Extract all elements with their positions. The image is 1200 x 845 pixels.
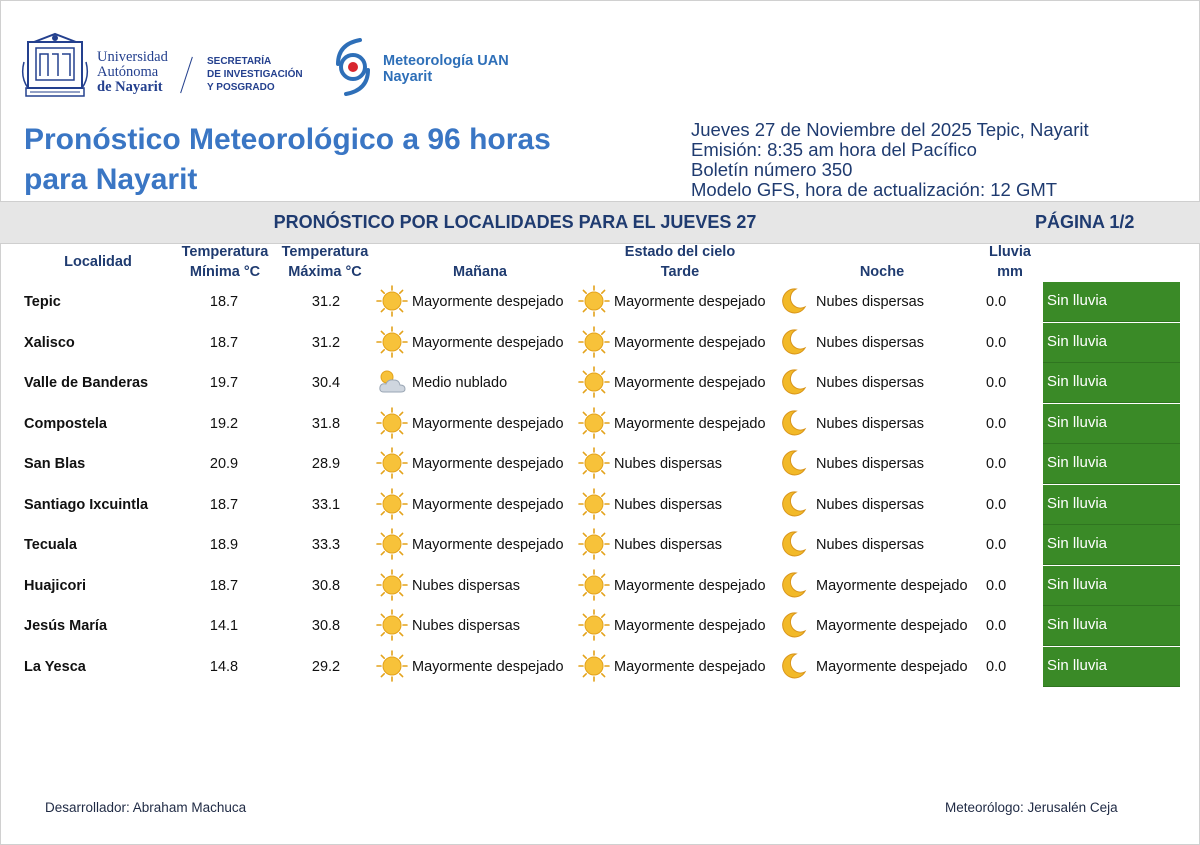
table-row: [0, 485, 1200, 525]
row-localidad: Valle de Banderas: [24, 375, 149, 391]
row-localidad: Huajicori: [24, 577, 87, 594]
row-tmin: 18.7: [209, 496, 239, 513]
rain-status-label: Sin lluvia: [1047, 373, 1108, 390]
row-tmax: 33.1: [311, 496, 341, 513]
row-morning: Mayormente despejado: [412, 334, 564, 351]
met-brand-line-1: Meteorología UAN: [383, 53, 509, 69]
sun-icon: [376, 285, 408, 317]
sun-icon: [578, 528, 610, 560]
col-tmax: [270, 242, 380, 282]
secretaria-line-2: DE INVESTIGACIÓN: [207, 69, 303, 80]
col-tmax-line-1: Temperatura: [281, 244, 369, 260]
rain-status-label: Sin lluvia: [1047, 494, 1108, 512]
row-rain-mm: 0.0: [986, 618, 1007, 634]
row-night: Mayormente despejado: [816, 658, 968, 675]
row-night: Mayormente despejado: [816, 618, 968, 634]
row-afternoon: Mayormente despejado: [614, 618, 766, 634]
row-night: Nubes dispersas: [816, 537, 924, 553]
row-tmin: 18.7: [209, 294, 239, 310]
row-afternoon: Nubes dispersas: [614, 496, 722, 513]
table-row: [0, 404, 1200, 444]
row-rain-mm: 0.0: [986, 537, 1007, 553]
row-tmin: 18.7: [209, 334, 239, 351]
row-morning: Medio nublado: [412, 375, 508, 391]
col-tmin-line-1: Temperatura: [181, 244, 269, 260]
rain-status-badge: [1043, 363, 1180, 403]
bulletin-meta: [691, 120, 1089, 200]
table-row: [0, 606, 1200, 646]
rain-status-label: Sin lluvia: [1047, 575, 1108, 593]
footer-meteorologist: Meteorólogo: Jerusalén Ceja: [945, 800, 1118, 815]
col-localidad: Localidad: [64, 254, 132, 270]
row-morning: Mayormente despejado: [412, 415, 564, 432]
moon-icon: [777, 488, 809, 520]
row-tmax: 29.2: [311, 658, 341, 675]
rain-status-badge: [1043, 444, 1180, 484]
sun-icon: [376, 488, 408, 520]
meta-date: Jueves 27 de Noviembre del 2025 Tepic, Nayarit: [691, 119, 1089, 140]
rain-status-label: Sin lluvia: [1047, 413, 1108, 431]
sun-icon: [376, 447, 408, 479]
row-rain-mm: 0.0: [986, 658, 1007, 675]
row-tmin: 18.9: [209, 537, 239, 553]
row-tmin: 20.9: [209, 456, 239, 472]
row-tmin: 19.7: [209, 375, 239, 391]
row-rain-mm: 0.0: [986, 577, 1007, 594]
row-rain-mm: 0.0: [986, 334, 1007, 351]
row-night: Nubes dispersas: [816, 496, 924, 513]
university-line-1: Universidad: [97, 49, 168, 65]
row-localidad: Santiago Ixcuintla: [24, 496, 149, 513]
row-morning: Mayormente despejado: [412, 658, 564, 675]
col-tmin-line-2: Mínima °C: [189, 264, 261, 280]
sun-icon: [578, 285, 610, 317]
row-rain-mm: 0.0: [986, 375, 1007, 391]
row-afternoon: Mayormente despejado: [614, 658, 766, 675]
row-night: Nubes dispersas: [816, 456, 924, 472]
rain-status-label: Sin lluvia: [1047, 535, 1108, 552]
row-localidad: Jesús María: [24, 618, 108, 634]
row-night: Nubes dispersas: [816, 375, 924, 391]
row-tmax: 31.2: [311, 334, 341, 351]
row-afternoon: Mayormente despejado: [614, 375, 766, 391]
table-row: [0, 444, 1200, 484]
rain-status-label: Sin lluvia: [1047, 292, 1108, 309]
cloud-sun-icon: [376, 366, 408, 398]
moon-icon: [777, 407, 809, 439]
col-morning: Mañana: [453, 264, 507, 280]
section-band: [0, 201, 1200, 244]
row-tmax: 30.8: [311, 577, 341, 594]
row-morning: Mayormente despejado: [412, 496, 564, 513]
sun-icon: [376, 528, 408, 560]
rain-status-label: Sin lluvia: [1047, 656, 1108, 674]
uan-seal-logo: [20, 32, 90, 102]
row-morning: Mayormente despejado: [412, 456, 564, 472]
row-localidad: Tepic: [24, 294, 61, 310]
university-line-3: de Nayarit: [97, 79, 163, 95]
moon-icon: [777, 326, 809, 358]
row-afternoon: Nubes dispersas: [614, 456, 722, 472]
col-rain-line-1: Lluvia: [989, 244, 1031, 260]
col-night: Noche: [859, 264, 905, 280]
page-title: [24, 120, 624, 200]
row-night: Nubes dispersas: [816, 334, 924, 351]
col-afternoon: Tarde: [660, 264, 700, 280]
row-night: Nubes dispersas: [816, 294, 924, 310]
col-sky-group: Estado del cielo: [624, 244, 736, 260]
row-afternoon: Mayormente despejado: [614, 294, 766, 310]
sun-icon: [578, 609, 610, 641]
row-night: Mayormente despejado: [816, 577, 968, 594]
row-tmin: 14.1: [209, 618, 239, 634]
meta-model: Modelo GFS, hora de actualización: 12 GMT: [691, 179, 1058, 200]
moon-icon: [777, 285, 809, 317]
row-morning: Nubes dispersas: [412, 618, 520, 634]
row-afternoon: Nubes dispersas: [614, 537, 722, 553]
row-tmax: 30.8: [311, 618, 341, 634]
table-row: [0, 323, 1200, 363]
rain-status-badge: [1043, 323, 1180, 363]
secretaria-line-3: Y POSGRADO: [207, 82, 275, 93]
meta-emission: Emisión: 8:35 am hora del Pacífico: [691, 139, 977, 160]
sun-icon: [578, 447, 610, 479]
row-afternoon: Mayormente despejado: [614, 334, 766, 351]
row-localidad: Tecuala: [24, 537, 77, 553]
row-rain-mm: 0.0: [986, 294, 1007, 310]
table-row: [0, 282, 1200, 322]
university-line-2: Autónoma: [97, 64, 159, 80]
row-morning: Nubes dispersas: [412, 577, 520, 594]
meta-bulletin: Boletín número 350: [691, 159, 853, 180]
col-rain: [970, 242, 1050, 282]
moon-icon: [777, 366, 809, 398]
sun-icon: [578, 366, 610, 398]
page-indicator: PÁGINA 1/2: [1035, 212, 1135, 232]
sun-icon: [376, 609, 408, 641]
row-tmax: 33.3: [311, 537, 341, 553]
row-tmax: 30.4: [311, 375, 341, 391]
row-morning: Mayormente despejado: [412, 537, 564, 553]
rain-status-badge: [1043, 485, 1180, 525]
table-row: [0, 363, 1200, 403]
rain-status-badge: [1043, 282, 1180, 322]
meteorologia-brand: [383, 53, 509, 85]
sun-icon: [578, 650, 610, 682]
title-line-1: Pronóstico Meteorológico a 96 horas: [24, 123, 551, 156]
col-rain-line-2: mm: [997, 264, 1023, 280]
rain-status-label: Sin lluvia: [1047, 332, 1108, 350]
rain-status-badge: [1043, 404, 1180, 444]
row-tmax: 31.8: [311, 415, 341, 432]
met-brand-line-2: Nayarit: [383, 69, 433, 85]
row-tmax: 31.2: [311, 294, 341, 310]
title-line-2: para Nayarit: [24, 163, 198, 196]
rain-status-label: Sin lluvia: [1047, 616, 1108, 633]
row-tmin: 14.8: [209, 658, 239, 675]
rain-status-label: Sin lluvia: [1047, 454, 1108, 471]
moon-icon: [777, 609, 809, 641]
table-row: [0, 566, 1200, 606]
secretaria-name: [207, 55, 303, 94]
sun-icon: [578, 326, 610, 358]
sun-icon: [376, 326, 408, 358]
table-row: [0, 525, 1200, 565]
footer-developer: Desarrollador: Abraham Machuca: [45, 800, 247, 815]
row-afternoon: Mayormente despejado: [614, 577, 766, 594]
sun-icon: [578, 488, 610, 520]
row-rain-mm: 0.0: [986, 415, 1007, 432]
row-tmax: 28.9: [311, 456, 341, 472]
sun-icon: [578, 407, 610, 439]
row-rain-mm: 0.0: [986, 456, 1007, 472]
row-localidad: Xalisco: [24, 334, 75, 351]
moon-icon: [777, 569, 809, 601]
sun-icon: [578, 569, 610, 601]
table-row: [0, 647, 1200, 687]
row-localidad: Compostela: [24, 415, 107, 432]
row-afternoon: Mayormente despejado: [614, 415, 766, 432]
sun-icon: [376, 569, 408, 601]
sun-icon: [376, 650, 408, 682]
university-name: [97, 50, 168, 95]
moon-icon: [777, 650, 809, 682]
row-localidad: San Blas: [24, 456, 86, 472]
hurricane-logo-icon: [330, 38, 376, 96]
section-title: PRONÓSTICO POR LOCALIDADES PARA EL JUEVES 27: [273, 212, 757, 232]
row-tmin: 19.2: [209, 415, 239, 432]
col-tmax-line-2: Máxima °C: [288, 264, 362, 280]
row-tmin: 18.7: [209, 577, 239, 594]
moon-icon: [777, 447, 809, 479]
sun-icon: [376, 407, 408, 439]
row-night: Nubes dispersas: [816, 415, 924, 432]
moon-icon: [777, 528, 809, 560]
col-tmin: [170, 242, 280, 282]
secretaria-line-1: SECRETARÍA: [207, 56, 272, 67]
row-rain-mm: 0.0: [986, 496, 1007, 513]
rain-status-badge: [1043, 647, 1180, 687]
row-localidad: La Yesca: [24, 658, 86, 675]
rain-status-badge: [1043, 606, 1180, 646]
rain-status-badge: [1043, 566, 1180, 606]
rain-status-badge: [1043, 525, 1180, 565]
row-morning: Mayormente despejado: [412, 294, 564, 310]
